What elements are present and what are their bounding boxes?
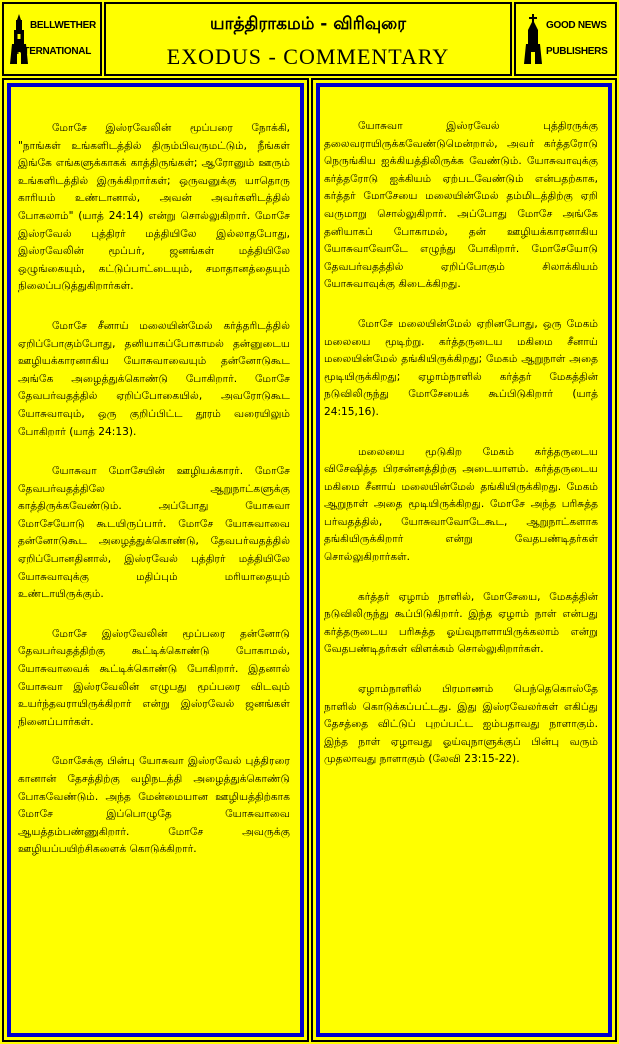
paragraph: மோசேக்கு பின்பு யோசுவா இஸ்ரவேல் புத்திரரை கானான் தேசத்திற்கு வழிநடத்தி அழைத்துக்கொண்டு போகவேண்டும். அந்த மேன்மையான ஊழியத்திற்காக மோசே இப்பொழுதே யோசுவாவை ஆயத்தம்பண்ணுகிறார். மோசே அவருக்கு ஊழியப்பயிற்சிகளைக் கொடுக்கிறார். (18, 755, 290, 856)
paragraph: மோசே மலையின்மேல் ஏறினபோது, ஒரு மேகம் மலையை மூடிற்று. கர்த்தருடைய மகிமை சீனாய் மலையின்மேல் தங்கியிருக்கிறது; மேகம் ஆறுநாள் அதை மூடியிருக்கிறது; ஏழாம்நாளில் கர்த்தர் மேகத்தின் நடுவிலிருந்து மோசேயைக் கூப்பிடுகிறார் (யாத் 24:15,16). (324, 317, 598, 418)
paragraph: மோசே இஸ்ரவேலின் மூப்பரை தன்னோடு தேவபர்வதத்திற்கு கூட்டிக்கொண்டு போகாமல், யோசுவாவைக் கூட்டிக்கொண்டு போகிறார். இதனால் யோசுவா இஸ்ரவேலின் எழுபது மூப்பரை விடவும் உயர்ந்தவராயிருக்கிறார் என்று இஸ்ரவேல் ஜனங்கள் நினைப்பார்கள். (18, 627, 290, 728)
left-column-text (18, 120, 290, 881)
logo-line-1: GOOD NEWS (546, 20, 607, 31)
logo-line-2: INTERNATIONAL (14, 46, 92, 57)
page-title-tamil: யாத்திராகமம் - விரிவுரை (210, 14, 406, 34)
right-column (311, 78, 617, 1042)
church-tower-icon (524, 14, 542, 64)
logo-line-2: PUBLISHERS (546, 46, 608, 57)
paragraph: மோசே சீனாய் மலையின்மேல் கர்த்தரிடத்தில் ஏறிப்போகும்போது, தனியாகப்போகாமல் தன்னுடைய ஊழியக்காரனாகிய யோசுவாவையும் தன்னோடுகூட அங்கே அழைத்துக்கொண்டு போகிறார். மோசே தேவபர்வதத்தில் ஏறிப்போகையில், அவரோடுகூட யோசுவாவும், ஒரு குறிப்பிட்ட தூரம் வரையிலும் போகிறார் (யாத் 24:13). (18, 319, 290, 438)
paragraph: மோசே இஸ்ரவேலின் மூப்பரை நோக்கி, "நாங்கள் உங்களிடத்தில் திரும்பிவருமட்டும், நீங்கள் இங்கே எங்களுக்காகக் காத்திருங்கள்; ஆரோனும் ஊரும் உங்களிடத்தில் இருக்கிறார்கள்; ஒருவனுக்கு யாதொரு காரியம் உண்டானால், அவன் அவர்களிடத்தில் போகலாம்" (யாத் 24:14) என்று சொல்லுகிறார். மோசே இஸ்ரவேல் புத்திரர் மத்தியிலே இல்லாதபோது, இஸ்ரவேலின் மூப்பர், ஜனங்கள் மத்தியிலே ஒழுங்கையும், கட்டுப்பாட்டையும், சமாதானத்தையும் நிலைப்படுத்துகிறார்கள். (18, 122, 290, 293)
bellwether-logo-box (2, 2, 102, 76)
page-title-english: EXODUS - COMMENTARY (166, 44, 450, 69)
paragraph: கர்த்தர் ஏழாம் நாளில், மோசேயை, மேகத்தின் நடுவிலிருந்து கூப்பிடுகிறார். இந்த ஏழாம் நாள் என்பது கர்த்தருடைய பரிசுத்த ஓய்வுநாளாயிருக்கலாம் என்று வேதபண்டிதர்கள் விளக்கம் சொல்லுகிறார்கள். (324, 590, 598, 656)
bellwether-logo (10, 14, 96, 64)
paragraph: மலையை மூடுகிற மேகம் கர்த்தருடைய விசேஷித்த பிரசன்னத்திற்கு அடையாளம். கர்த்தருடைய மகிமை சீனாய் மலையின்மேல் தங்கியிருக்கிறது. மேகம் ஆறுநாள் அதை மூடியிருக்கிறது. மோசே அந்த பரிசுத்த பர்வதத்தில், யோசுவாவோடேகூட, ஆறுநாட்களாக தங்கியிருக்கிறார் என்று வேதபண்டிதர்கள் சொல்லுகிறார்கள். (324, 445, 598, 564)
paragraph: ஏழாம்நாளில் பிரமாணம் பெந்தெகொஸ்தே நாளில் கொடுக்கப்பட்டது. இது இஸ்ரவேலர்கள் எகிப்து தேசத்தை விட்டுப் புறப்பட்ட ஐம்பதாவது நாளாகும். இந்த நாள் ஏழாவது ஓய்வுநாளுக்குப் பின்பு வரும் முதலாவது நாளாகும் (லேவி 23:15-22). (324, 683, 598, 766)
logo-line-1: BELLWETHER (30, 20, 96, 31)
paragraph: யோசுவா மோசேயின் ஊழியக்காரர். மோசே தேவபர்வதத்திலே ஆறுநாட்களுக்கு காத்திருக்கவேண்டும். அப்போது யோசுவா மோசேயோடு கூடயிருப்பார். மோசே யோசுவாவை தன்னோடுகூட அழைத்துக்கொண்டு, தேவபர்வதத்தில் ஏறிப்போனதினால், இஸ்ரவேல் புத்திரர் மத்தியிலே யோசுவாவுக்கு மதிப்பும் மரியாதையும் உண்டாயிருக்கும். (18, 465, 290, 601)
title-box (104, 2, 512, 76)
right-column-text (324, 118, 598, 791)
left-column (2, 78, 309, 1042)
paragraph: யோசுவா இஸ்ரவேல் புத்திரருக்கு தலைவராயிருக்கவேண்டுமென்றால், அவர் கர்த்தரோடு நெருங்கிய ஐக்கியத்திலிருக்க வேண்டும். யோசுவாவுக்கு கர்த்தரோடு ஐக்கியம் ஏற்படவேண்டும் என்பதற்காக, கர்த்தர் மோசேயை மலையின்மேல் தம்மிடத்திற்கு ஏறி வருமாறு சொல்லுகிறார். அப்போது மோசே அங்கே தனியாகப் போகாமல், தன் ஊழியக்காரனாகிய யோசுவாவோடே எழுந்து போகிறார். மோசேயோடு தேவபர்வதத்தில் ஏறிப்போகும் சிலாக்கியம் யோசுவாவுக்கு கிடைக்கிறது. (324, 120, 598, 291)
good-news-logo-box (514, 2, 617, 76)
good-news-logo (522, 14, 608, 64)
